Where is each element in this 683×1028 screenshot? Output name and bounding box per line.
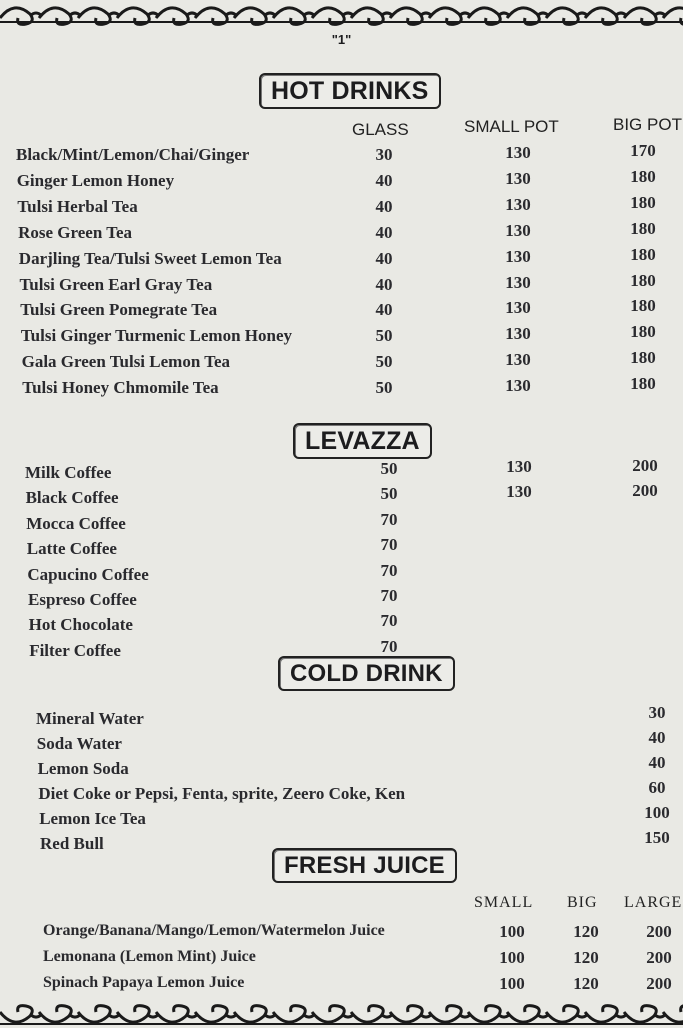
price: 30 [648, 703, 666, 722]
scroll-ornament [585, 1006, 627, 1023]
price-small: 100 [499, 922, 525, 941]
price-small-pot: 130 [505, 350, 531, 370]
header-glass: GLASS [352, 120, 409, 139]
price-small-pot: 130 [505, 194, 531, 214]
price-big-pot: 200 [632, 481, 658, 501]
price-glass: 40 [375, 222, 393, 242]
price-big-pot: 180 [630, 192, 656, 212]
price-big-pot: 180 [630, 244, 656, 264]
menu-item-name: Spinach Papaya Lemon Juice [43, 974, 245, 991]
scroll-ornament [39, 1006, 81, 1023]
menu-item-name: Black Coffee [25, 488, 119, 508]
price-big-pot: 180 [630, 218, 656, 238]
price-small-pot: 130 [505, 246, 531, 266]
price-small: 100 [499, 948, 525, 967]
scroll-ornament [234, 1006, 276, 1023]
price-big-pot: 180 [630, 322, 656, 342]
price-glass: 70 [380, 586, 398, 605]
price-small-pot: 130 [505, 298, 531, 318]
price-glass: 40 [375, 300, 393, 320]
menu-item-name: Tulsi Honey Chmomile Tea [22, 378, 219, 398]
menu-item-name: Orange/Banana/Mango/Lemon/Watermelon Juice [43, 922, 385, 939]
header-large: LARGE [624, 894, 683, 911]
price-small-pot: 130 [505, 220, 531, 240]
price-big-pot: 180 [630, 374, 656, 394]
scroll-ornament [117, 1006, 159, 1023]
price-large: 200 [646, 974, 672, 993]
menu-item-name: Tulsi Herbal Tea [17, 196, 138, 216]
cold-drink-title: COLD DRINK [278, 656, 455, 691]
price-big-pot: 180 [630, 296, 656, 316]
price-large: 200 [646, 948, 672, 967]
menu-item-name: Darjling Tea/Tulsi Sweet Lemon Tea [18, 248, 282, 268]
menu-item-name: Soda Water [36, 734, 122, 753]
price-glass: 40 [375, 274, 393, 294]
scroll-ornament [390, 1006, 432, 1023]
price-big-pot: 180 [630, 166, 656, 186]
price-big: 120 [573, 922, 599, 941]
header-small: SMALL [474, 894, 534, 911]
price-big: 120 [573, 974, 599, 993]
menu-item-name: Red Bull [40, 834, 104, 853]
price-glass: 50 [375, 326, 393, 346]
price-glass: 50 [380, 484, 398, 504]
price: 40 [648, 753, 666, 772]
scroll-ornament [273, 1006, 315, 1023]
page-number: "1" [331, 32, 352, 47]
menu-item-name: Hot Chocolate [28, 615, 133, 635]
price-glass: 50 [380, 459, 398, 478]
price-small-pot: 130 [505, 168, 531, 188]
menu-item-name: Filter Coffee [29, 640, 121, 660]
price-big-pot: 170 [630, 141, 656, 160]
price-glass: 70 [380, 509, 398, 529]
price-big-pot: 180 [630, 270, 656, 290]
price-glass: 30 [375, 145, 393, 164]
price-glass: 40 [375, 248, 393, 268]
price-glass: 40 [375, 170, 393, 190]
price-glass: 50 [375, 378, 393, 398]
price-glass: 70 [380, 535, 398, 555]
menu-item-name: Ginger Lemon Honey [16, 170, 175, 190]
scroll-ornament [351, 1006, 393, 1023]
menu-item-name: Black/Mint/Lemon/Chai/Ginger [16, 145, 250, 164]
menu-item-name: Latte Coffee [26, 539, 117, 559]
header-small-pot: SMALL POT [464, 117, 559, 136]
scroll-ornament [156, 1006, 198, 1023]
price-glass: 70 [380, 560, 398, 580]
scroll-ornament [468, 1006, 510, 1023]
scroll-ornament [195, 1006, 237, 1023]
menu-item-name: Diet Coke or Pepsi, Fenta, sprite, Zeero Coke, Ken [38, 784, 406, 803]
menu-item-name: Gala Green Tulsi Lemon Tea [21, 352, 231, 372]
header-big-pot: BIG POT [613, 115, 682, 134]
price-big-pot: 180 [630, 348, 656, 368]
levazza-title: LEVAZZA [293, 423, 432, 459]
menu-item-name: Mineral Water [36, 709, 144, 728]
scroll-ornament [429, 1006, 471, 1023]
decorative-border-bottom [0, 998, 683, 1028]
price: 150 [644, 828, 670, 847]
scroll-ornament [312, 1006, 354, 1023]
price-glass: 40 [375, 196, 393, 216]
price-glass: 70 [380, 611, 398, 631]
scroll-ornament [663, 1006, 683, 1023]
price-small-pot: 130 [506, 482, 532, 502]
price: 60 [648, 778, 666, 797]
menu-item-name: Milk Coffee [25, 463, 112, 482]
price-glass: 50 [375, 352, 393, 372]
scroll-ornament [0, 1006, 42, 1023]
menu-item-name: Lemon Ice Tea [39, 809, 146, 828]
price-big-pot: 200 [632, 456, 658, 475]
price-big: 120 [573, 948, 599, 967]
fresh-juice-title: FRESH JUICE [272, 848, 457, 883]
price-small-pot: 130 [506, 457, 532, 476]
menu-item-name: Lemon Soda [37, 759, 129, 778]
menu-item-name: Tulsi Green Pomegrate Tea [20, 300, 218, 320]
scroll-ornament [624, 1006, 666, 1023]
price-large: 200 [646, 922, 672, 941]
menu-item-name: Tulsi Green Earl Gray Tea [19, 274, 213, 294]
price-small: 100 [499, 974, 525, 993]
price-small-pot: 130 [505, 324, 531, 344]
menu-item-name: Mocca Coffee [26, 513, 126, 533]
scroll-ornament [78, 1006, 120, 1023]
scroll-ornament [546, 1006, 588, 1023]
menu-item-name: Lemonana (Lemon Mint) Juice [43, 948, 256, 965]
menu-item-name: Espreso Coffee [28, 590, 137, 609]
hot-drinks-title: HOT DRINKS [259, 73, 441, 109]
decorative-border-top [0, 0, 683, 30]
price: 40 [648, 728, 666, 747]
menu-item-name: Tulsi Ginger Turmenic Lemon Honey [20, 326, 292, 346]
scroll-ornament [507, 1006, 549, 1023]
price-small-pot: 130 [505, 376, 531, 396]
menu-item-name: Rose Green Tea [18, 222, 133, 242]
menu-item-name: Capucino Coffee [27, 564, 149, 584]
price: 100 [644, 803, 670, 822]
header-big: BIG [567, 894, 598, 911]
price-small-pot: 130 [505, 272, 531, 292]
price-small-pot: 130 [505, 143, 531, 162]
price-glass: 70 [380, 636, 398, 656]
